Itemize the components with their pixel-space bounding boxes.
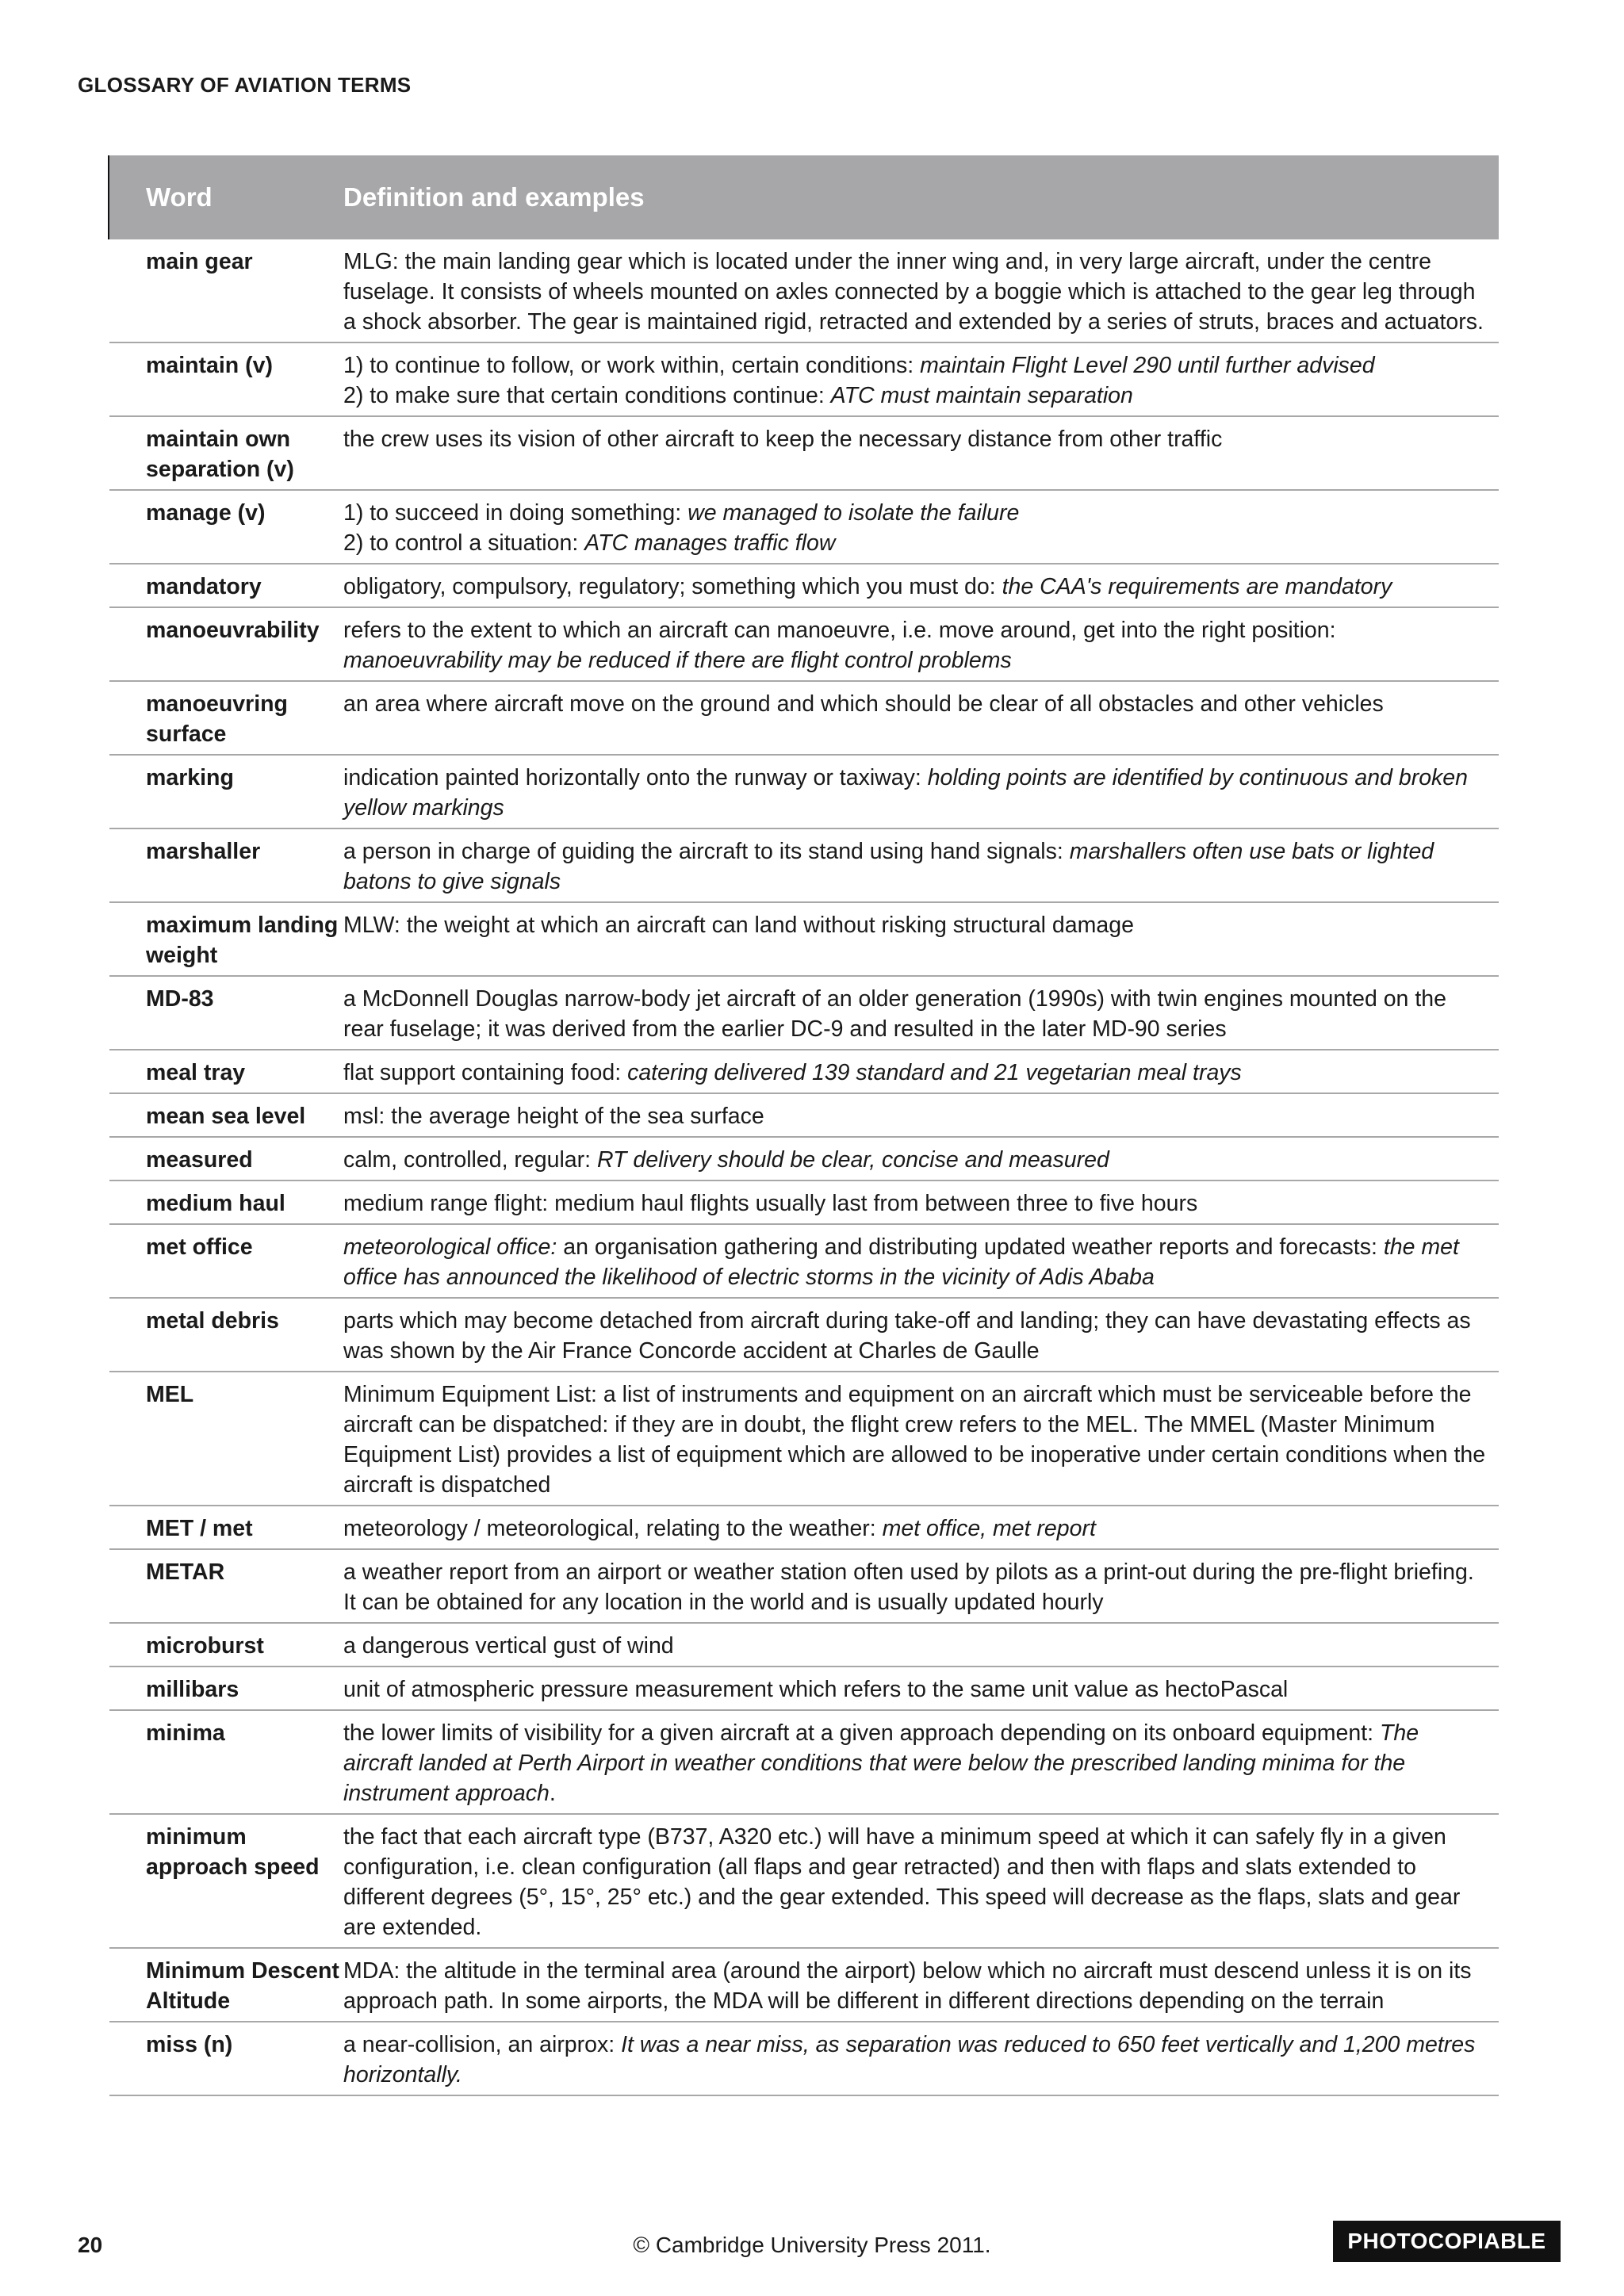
glossary-definition (343, 1224, 1499, 1298)
glossary-term: minimum approach speed (109, 1814, 343, 1948)
glossary-definition (343, 1549, 1499, 1623)
definition-text: indication painted horizontally onto the runway or taxiway: (343, 765, 928, 790)
glossary-definition (343, 1623, 1499, 1667)
definition-text: obligatory, compulsory, regulatory; something which you must do: (343, 574, 1002, 599)
glossary-term: MET / met (109, 1506, 343, 1549)
definition-text: an area where aircraft move on the ground and which should be clear of all obstacles and other vehicles (343, 691, 1384, 717)
glossary-body (109, 239, 1499, 2095)
table-row (109, 564, 1499, 607)
definition-text: MLW: the weight at which an aircraft can land without risking structural damage (343, 913, 1134, 938)
glossary-term: mean sea level (109, 1093, 343, 1137)
definition-text: refers to the extent to which an aircraft can manoeuvre, i.e. move around, get into the right position: (343, 618, 1336, 643)
glossary-term: measured (109, 1137, 343, 1181)
table-row (109, 1050, 1499, 1093)
table-row (109, 828, 1499, 902)
definition-example: maintain Flight Level 290 until further advised (920, 353, 1375, 378)
definition-text: a dangerous vertical gust of wind (343, 1633, 674, 1659)
table-row (109, 1948, 1499, 2022)
glossary-term: miss (n) (109, 2022, 343, 2095)
definition-text: Minimum Equipment List: a list of instruments and equipment on an aircraft which must be serviceable before the aircraft can be dispatched: if they are in doubt, the flight crew refers to the MEL. The MMEL (Master Minimum Equipment List) provides a list of equipment which are allowed to be inoperative under certain conditions when the aircraft is dispatched (343, 1382, 1486, 1498)
definition-text: medium range flight: medium haul flights usually last from between three to five hours (343, 1191, 1198, 1216)
definition-example: ATC must maintain separation (830, 383, 1133, 408)
glossary-term: maintain (v) (109, 342, 343, 416)
glossary-term: met office (109, 1224, 343, 1298)
definition-text: meteorology / meteorological, relating to the weather: (343, 1516, 883, 1541)
table-row (109, 1549, 1499, 1623)
glossary-definition (343, 902, 1499, 976)
definition-text: a McDonnell Douglas narrow-body jet aircraft of an older generation (1990s) with twin engines mounted on the rear fuselage; it was derived from the earlier DC-9 and resulted in the later MD-90 series (343, 986, 1446, 1042)
glossary-definition (343, 1298, 1499, 1372)
glossary-definition (343, 239, 1499, 342)
table-row (109, 416, 1499, 490)
table-row (109, 1181, 1499, 1224)
table-row (109, 1623, 1499, 1667)
glossary-definition (343, 416, 1499, 490)
table-row (109, 1224, 1499, 1298)
definition-example: RT delivery should be clear, concise and measured (596, 1147, 1109, 1173)
glossary-definition (343, 1506, 1499, 1549)
table-row (109, 1093, 1499, 1137)
glossary-term: minima (109, 1710, 343, 1814)
definition-text: msl: the average height of the sea surface (343, 1104, 764, 1129)
glossary-definition (343, 1814, 1499, 1948)
definition-example: meteorological office: (343, 1234, 557, 1260)
definition-text: 1) to succeed in doing something: (343, 500, 688, 526)
definition-text: flat support containing food: (343, 1060, 628, 1085)
table-row (109, 1298, 1499, 1372)
table-row (109, 2022, 1499, 2095)
definition-text: 1) to continue to follow, or work within, certain conditions: (343, 353, 921, 378)
glossary-term: Minimum Descent Altitude (109, 1948, 343, 2022)
photocopiable-badge: PHOTOCOPIABLE (1333, 2221, 1561, 2262)
definition-example: met office, met report (882, 1516, 1096, 1541)
definition-text: . (549, 1781, 556, 1806)
definition-example: the met office has announced the likelihood of electric storms in the vicinity of Adis Ababa (343, 1234, 1459, 1290)
glossary-term: marshaller (109, 828, 343, 902)
column-header-definition: Definition and examples (343, 155, 1499, 239)
glossary-term: microburst (109, 1623, 343, 1667)
glossary-term: manage (v) (109, 490, 343, 564)
definition-example: The aircraft landed at Perth Airport in weather conditions that were below the prescribed landing minima for the instrument approach (343, 1720, 1419, 1806)
glossary-definition (343, 607, 1499, 681)
table-row (109, 1667, 1499, 1710)
glossary-term: MD-83 (109, 976, 343, 1050)
glossary-definition (343, 490, 1499, 564)
table-row (109, 607, 1499, 681)
page-number: 20 (78, 2233, 103, 2257)
glossary-term: meal tray (109, 1050, 343, 1093)
definition-example: catering delivered 139 standard and 21 vegetarian meal trays (627, 1060, 1242, 1085)
table-row (109, 902, 1499, 976)
glossary-definition (343, 681, 1499, 755)
table-row (109, 1137, 1499, 1181)
table-row (109, 681, 1499, 755)
glossary-definition (343, 1181, 1499, 1224)
glossary-term: MEL (109, 1372, 343, 1506)
definition-example: holding points are identified by continuous and broken yellow markings (343, 765, 1469, 821)
glossary-definition (343, 828, 1499, 902)
glossary-definition (343, 1050, 1499, 1093)
table-row (109, 1814, 1499, 1948)
table-row (109, 1506, 1499, 1549)
glossary-definition (343, 1948, 1499, 2022)
glossary-term: medium haul (109, 1181, 343, 1224)
definition-text: an organisation gathering and distributing updated weather reports and forecasts: (557, 1234, 1384, 1260)
column-header-word: Word (109, 155, 343, 239)
table-row (109, 755, 1499, 828)
glossary-term: maintain own separation (v) (109, 416, 343, 490)
definition-text: the fact that each aircraft type (B737, A320 etc.) will have a minimum speed at which it can safely fly in a given configuration, i.e. clean configuration (all flaps and gear retracted) and then with flaps and slats extended to different degrees (5°, 15°, 25° etc.) and the gear extended. This speed will decrease as the flaps, slats and gear are extended. (343, 1824, 1461, 1940)
table-row (109, 342, 1499, 416)
glossary-term: mandatory (109, 564, 343, 607)
glossary-term: millibars (109, 1667, 343, 1710)
glossary-definition (343, 1093, 1499, 1137)
glossary-definition (343, 2022, 1499, 2095)
definition-text: 2) to make sure that certain conditions continue: (343, 383, 831, 408)
table-header-row (109, 155, 1499, 239)
definition-text: MDA: the altitude in the terminal area (around the airport) below which no aircraft must descend unless it is on its approach path. In some airports, the MDA will be different in different directions depending on the terrain (343, 1958, 1472, 2014)
glossary-definition (343, 1710, 1499, 1814)
glossary-term: METAR (109, 1549, 343, 1623)
definition-text: a person in charge of guiding the aircraft to its stand using hand signals: (343, 839, 1070, 864)
definition-example: manoeuvrability may be reduced if there are flight control problems (343, 648, 1012, 673)
definition-text: MLG: the main landing gear which is located under the inner wing and, in very large aircraft, under the centre fuselage. It consists of wheels mounted on axles connected by a boggie which is attached to the gear leg through a shock absorber. The gear is maintained rigid, retracted and extended by a series of struts, braces and actuators. (343, 249, 1484, 335)
copyright-notice: © Cambridge University Press 2011. (633, 2233, 991, 2257)
definition-text: parts which may become detached from aircraft during take-off and landing; they can have devastating effects as was shown by the Air France Concorde accident at Charles de Gaulle (343, 1308, 1471, 1364)
definition-text: calm, controlled, regular: (343, 1147, 597, 1173)
page-title: GLOSSARY OF AVIATION TERMS (78, 73, 412, 97)
definition-example: the CAA's requirements are mandatory (1002, 574, 1392, 599)
glossary-definition (343, 976, 1499, 1050)
definition-example: It was a near miss, as separation was reduced to 650 feet vertically and 1,200 metres horizontally. (343, 2032, 1476, 2087)
glossary-table (109, 155, 1499, 2096)
glossary-definition (343, 564, 1499, 607)
definition-example: ATC manages traffic flow (584, 530, 836, 556)
definition-text: a weather report from an airport or weather station often used by pilots as a print-out during the pre-flight briefing. It can be obtained for any location in the world and is usually updated hourly (343, 1559, 1474, 1615)
glossary-definition (343, 1372, 1499, 1506)
definition-example: we managed to isolate the failure (688, 500, 1020, 526)
glossary-term: manoeuvrability (109, 607, 343, 681)
table-row (109, 1710, 1499, 1814)
table-row (109, 490, 1499, 564)
definition-text: the lower limits of visibility for a given aircraft at a given approach depending on its onboard equipment: (343, 1720, 1380, 1746)
definition-example: marshallers often use bats or lighted batons to give signals (343, 839, 1434, 894)
table-row (109, 239, 1499, 342)
definition-text: 2) to control a situation: (343, 530, 585, 556)
glossary-term: manoeuvring surface (109, 681, 343, 755)
definition-text: the crew uses its vision of other aircraft to keep the necessary distance from other traffic (343, 427, 1223, 452)
table-row (109, 976, 1499, 1050)
glossary-definition (343, 755, 1499, 828)
table-row (109, 1372, 1499, 1506)
glossary-definition (343, 1667, 1499, 1710)
glossary-definition (343, 342, 1499, 416)
definition-text: a near-collision, an airprox: (343, 2032, 622, 2057)
glossary-term: main gear (109, 239, 343, 342)
glossary-term: marking (109, 755, 343, 828)
glossary-term: metal debris (109, 1298, 343, 1372)
glossary-term: maximum landing weight (109, 902, 343, 976)
definition-text: unit of atmospheric pressure measurement which refers to the same unit value as hectoPascal (343, 1677, 1289, 1702)
glossary-definition (343, 1137, 1499, 1181)
